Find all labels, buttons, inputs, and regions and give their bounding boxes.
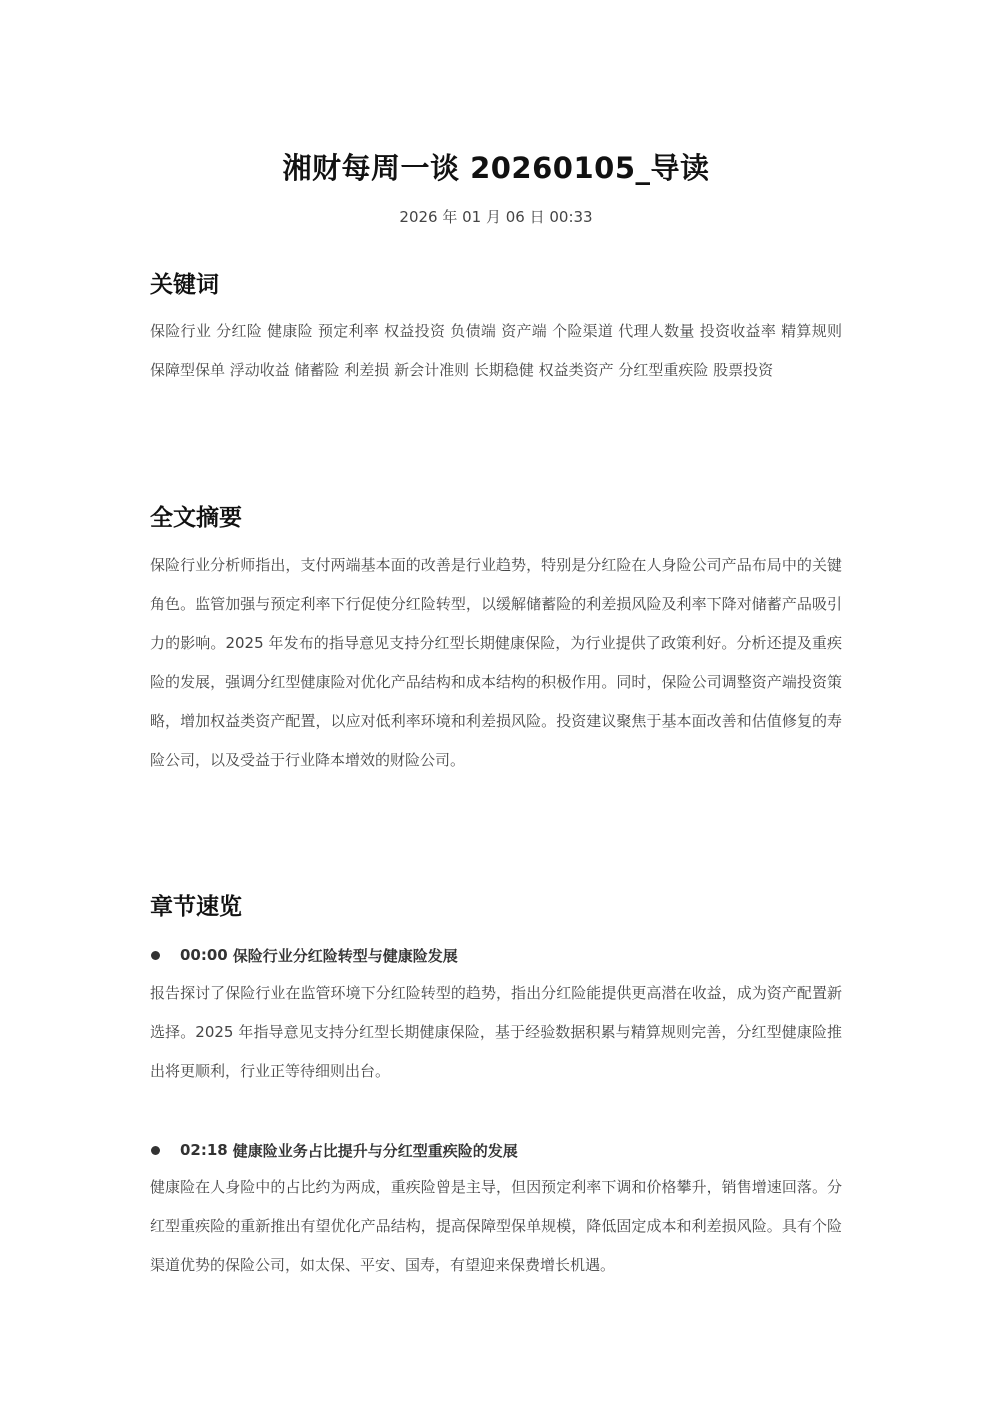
document-title: 湘财每周一谈 20260105_导读 bbox=[282, 151, 710, 185]
chapter-title bbox=[150, 943, 458, 967]
chapter-label: 健康险业务占比提升与分红型重疾险的发展 bbox=[232, 1141, 518, 1160]
keywords-heading: 关键词 bbox=[150, 272, 219, 298]
chapter-label: 保险行业分红险转型与健康险发展 bbox=[232, 946, 458, 965]
bullet-icon bbox=[151, 1146, 160, 1155]
chapter-timestamp: 00:00 bbox=[180, 946, 228, 964]
document-date: 2026 年 01 月 06 日 00:33 bbox=[399, 208, 593, 226]
chapters-heading: 章节速览 bbox=[150, 894, 242, 920]
summary-text: 保险行业分析师指出，支付两端基本面的改善是行业趋势，特别是分红险在人身险公司产品布局中的关键角色。监管加强与预定利率下行促使分红险转型，以缓解储蓄险的利差损风险及利率下降对储蓄产品吸引力的影响。2025 年发布的指导意见支持分红型长期健康保险，为行业提供了政策利好。分析还提及重疾险的发展，强调分红型健康险对优化产品结构和成本结构的积极作用。同时，保险公司调整资产端投资策略，增加权益类资产配置，以应对低利率环境和利差损风险。投资建议聚焦于基本面改善和估值修复的寿险公司，以及受益于行业降本增效的财险公司。 bbox=[150, 556, 842, 769]
chapter-title bbox=[150, 1138, 518, 1162]
chapter-timestamp: 02:18 bbox=[180, 1141, 228, 1159]
summary-heading: 全文摘要 bbox=[150, 505, 242, 531]
chapter-text: 报告探讨了保险行业在监管环境下分红险转型的趋势，指出分红险能提供更高潜在收益，成为资产配置新选择。2025 年指导意见支持分红型长期健康保险，基于经验数据积累与精算规则完善，分红型健康险推出将更顺利，行业正等待细则出台。 bbox=[150, 984, 842, 1080]
keywords-text: 保险行业 分红险 健康险 预定利率 权益投资 负债端 资产端 个险渠道 代理人数量 投资收益率 精算规则 保障型保单 浮动收益 储蓄险 利差损 新会计准则 长期稳健 权益类资产 分红型重疾险 股票投资 bbox=[150, 322, 842, 379]
chapter-text: 健康险在人身险中的占比约为两成，重疾险曾是主导，但因预定利率下调和价格攀升，销售增速回落。分红型重疾险的重新推出有望优化产品结构，提高保障型保单规模，降低固定成本和利差损风险。具有个险渠道优势的保险公司，如太保、平安、国寿，有望迎来保费增长机遇。 bbox=[150, 1178, 842, 1274]
bullet-icon bbox=[151, 951, 160, 960]
